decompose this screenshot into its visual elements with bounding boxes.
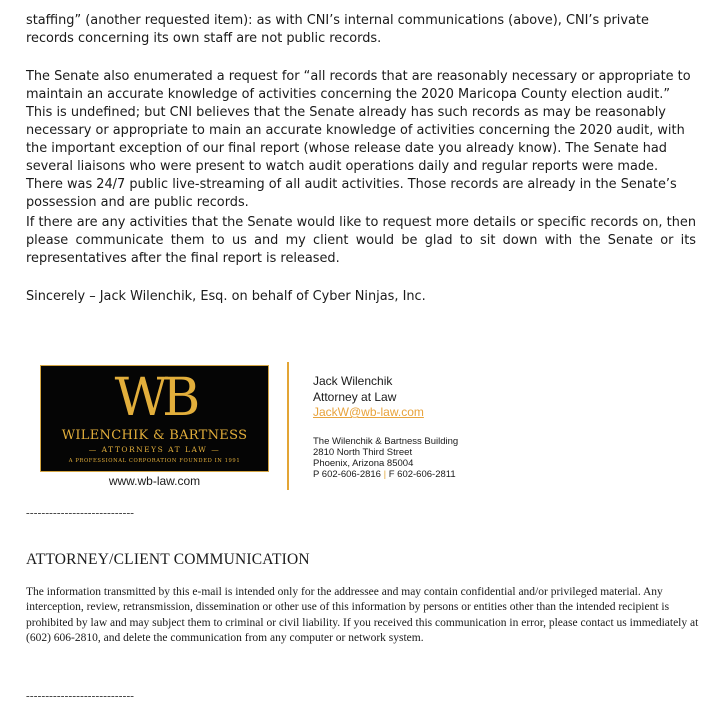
- dash-divider: ----------------------------: [26, 690, 135, 702]
- logo-tagline: A PROFESSIONAL CORPORATION FOUNDED IN 1991: [68, 458, 241, 464]
- letter-closing: Sincerely – Jack Wilenchik, Esq. on behalf of Cyber Ninjas, Inc.: [26, 289, 426, 304]
- logo-subtitle: — ATTORNEYS AT LAW —: [88, 445, 221, 454]
- confidentiality-notice: The information transmitted by this e-mail is intended only for the addressee and may contain confidential and/or privileged material. Any interception, review, retransmission, dissemination or other use of this information by persons or entities other than the intended recipient is prohibited by law and may subject them to criminal or civil liability. If you received this communication in error, please contact us immediately at (602) 606-2810, and delete the communication from any computer or network system.: [26, 586, 699, 645]
- letter-paragraph: If there are any activities that the Senate would like to request more details or specific records on, then please communicate them to us and my client would be glad to sit down with the Senate or its representatives after the final report is released.: [26, 215, 696, 266]
- address-street: 2810 North Third Street: [313, 447, 413, 458]
- signature-divider: [287, 362, 289, 490]
- phone-fax-separator: |: [383, 469, 387, 480]
- address-building: The Wilenchik & Bartness Building: [313, 436, 459, 447]
- address-phone-fax: [313, 469, 456, 480]
- fax-number: F 602-606-2811: [388, 469, 456, 480]
- logo-monogram: WB: [114, 368, 195, 428]
- address-city: Phoenix, Arizona 85004: [313, 458, 414, 469]
- logo-firm-name: WILENCHIK & BARTNESS: [61, 428, 248, 443]
- firm-logo: [40, 365, 269, 472]
- dash-divider: ----------------------------: [26, 507, 135, 519]
- signer-email-link[interactable]: JackW@wb-law.com: [313, 405, 424, 419]
- phone-number: P 602-606-2816: [313, 469, 381, 480]
- letter-paragraph: staffing” (another requested item): as with CNI’s internal communications (above), CNI’s private records concerning its own staff are not public records.: [26, 13, 649, 46]
- firm-website-link[interactable]: www.wb-law.com: [108, 474, 201, 488]
- letter-paragraph: The Senate also enumerated a request for “all records that are reasonably necessary or appropriate to maintain an accurate knowledge of activities concerning the 2020 Maricopa County election audit.” This is undefined; but CNI believes that the Senate already has such records as may be reasonably necessary or appropriate to main an accurate knowledge of activities concerning the 2020 audit, with the important exception of our final report (whose release date you already know). The Senate had several liaisons who were present to watch audit operations daily and regular reports were made. There was 24/7 public live-streaming of all audit activities. Those records are already in the Senate’s possession and are public records.: [26, 69, 691, 210]
- signer-name: Jack Wilenchik: [313, 374, 393, 388]
- confidentiality-heading: ATTORNEY/CLIENT COMMUNICATION: [26, 551, 310, 568]
- signer-title: Attorney at Law: [313, 390, 397, 404]
